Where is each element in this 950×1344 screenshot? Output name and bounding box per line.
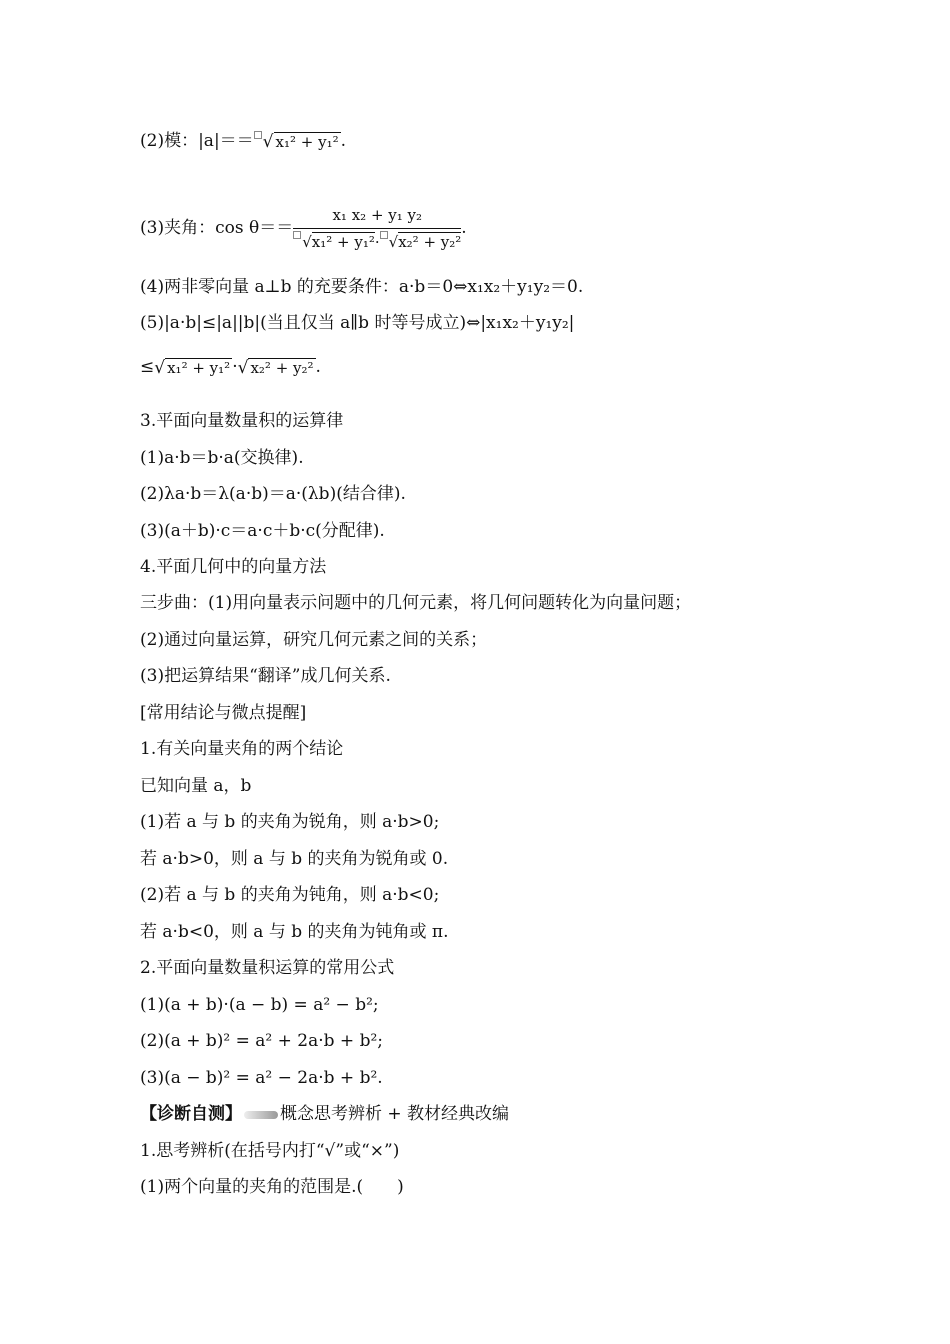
heading-4: 4.平面几何中的向量方法 — [140, 557, 327, 577]
conclusion-1-title: 1.有关向量夹角的两个结论 — [140, 739, 344, 759]
acute-2: 若 a·b>0，则 a 与 b 的夹角为锐角或 0. — [140, 849, 449, 869]
formula-3: (3)(a − b)² = a² − 2a·b + b². — [140, 1068, 383, 1088]
question-1-1: (1)两个向量的夹角的范围是.( ) — [140, 1177, 404, 1197]
angle-text: (3)夹角：cos θ＝＝ — [140, 218, 294, 238]
obtuse-2: 若 a·b<0，则 a 与 b 的夹角为钝角或 π. — [140, 922, 449, 942]
angle-line: (3)夹角：cos θ＝＝ $\frac{\text{x₁ x₂ + y₁ y₂}}{\text{√x₁² + y₁²· √x₂² + y₂²}}$ . — [140, 206, 467, 251]
law-associative: (2)λa·b＝λ(a·b)＝a·(λb)(结合律). — [140, 484, 406, 504]
method-step-2: (2)通过向量运算，研究几何元素之间的关系； — [140, 630, 488, 650]
law-distributive: (3)(a＋b)·c＝a·c＋b·c(分配律). — [140, 521, 385, 541]
heading-3: 3.平面向量数量积的运算律 — [140, 411, 344, 431]
perpendicular-line: (4)两非零向量 a⊥b 的充要条件：a·b＝0⇔x₁x₂＋y₁y₂＝0. — [140, 277, 584, 297]
conclusions-heading: [常用结论与微点提醒] — [140, 703, 307, 723]
diagnosis-heading — [140, 1103, 509, 1125]
modulus-line: (2)模：|a|＝＝ √ x₁² + y₁² . — [140, 131, 347, 152]
method-step-3: (3)把运算结果“翻译”成几何关系. — [140, 666, 391, 686]
conclusion-2-title: 2.平面向量数量积运算的常用公式 — [140, 958, 395, 978]
cos-fraction: $\frac{\text{x₁ x₂ + y₁ y₂}}{\text{√x₁² + y₁²· √x₂² + y₂²}}$ — [293, 204, 461, 253]
obtuse-1: (2)若 a 与 b 的夹角为钝角，则 a·b<0; — [140, 885, 440, 905]
inequality-line-2: ≤√ x₁² + y₁² ·√ x₂² + y₂² . — [140, 357, 321, 378]
law-commutative: (1)a·b＝b·a(交换律). — [140, 448, 304, 468]
acute-1: (1)若 a 与 b 的夹角为锐角，则 a·b>0; — [140, 812, 440, 832]
method-step-1: 三步曲：(1)用向量表示问题中的几何元素，将几何问题转化为向量问题； — [140, 593, 692, 613]
given-vectors: 已知向量 a，b — [140, 776, 252, 796]
question-1-title: 1.思考辨析(在括号内打“√”或“×”) — [140, 1141, 400, 1161]
modulus-text: (2)模：|a|＝＝ — [140, 131, 254, 151]
modulus-sqrt: √ x₁² + y₁² — [254, 131, 341, 153]
inequality-line: (5)|a·b|≤|a||b|(当且仅当 a∥b 时等号成立)⇔|x₁x₂＋y₁y₂| — [140, 313, 575, 333]
formula-1: (1)(a + b)·(a − b) = a² − b²; — [140, 995, 379, 1015]
diagnosis-subtitle: 概念思考辨析 + 教材经典改编 — [280, 1104, 510, 1124]
diagnosis-title: 【诊断自测】 — [140, 1104, 242, 1124]
arrow-icon — [244, 1111, 278, 1119]
formula-2: (2)(a + b)² = a² + 2a·b + b²; — [140, 1031, 383, 1051]
